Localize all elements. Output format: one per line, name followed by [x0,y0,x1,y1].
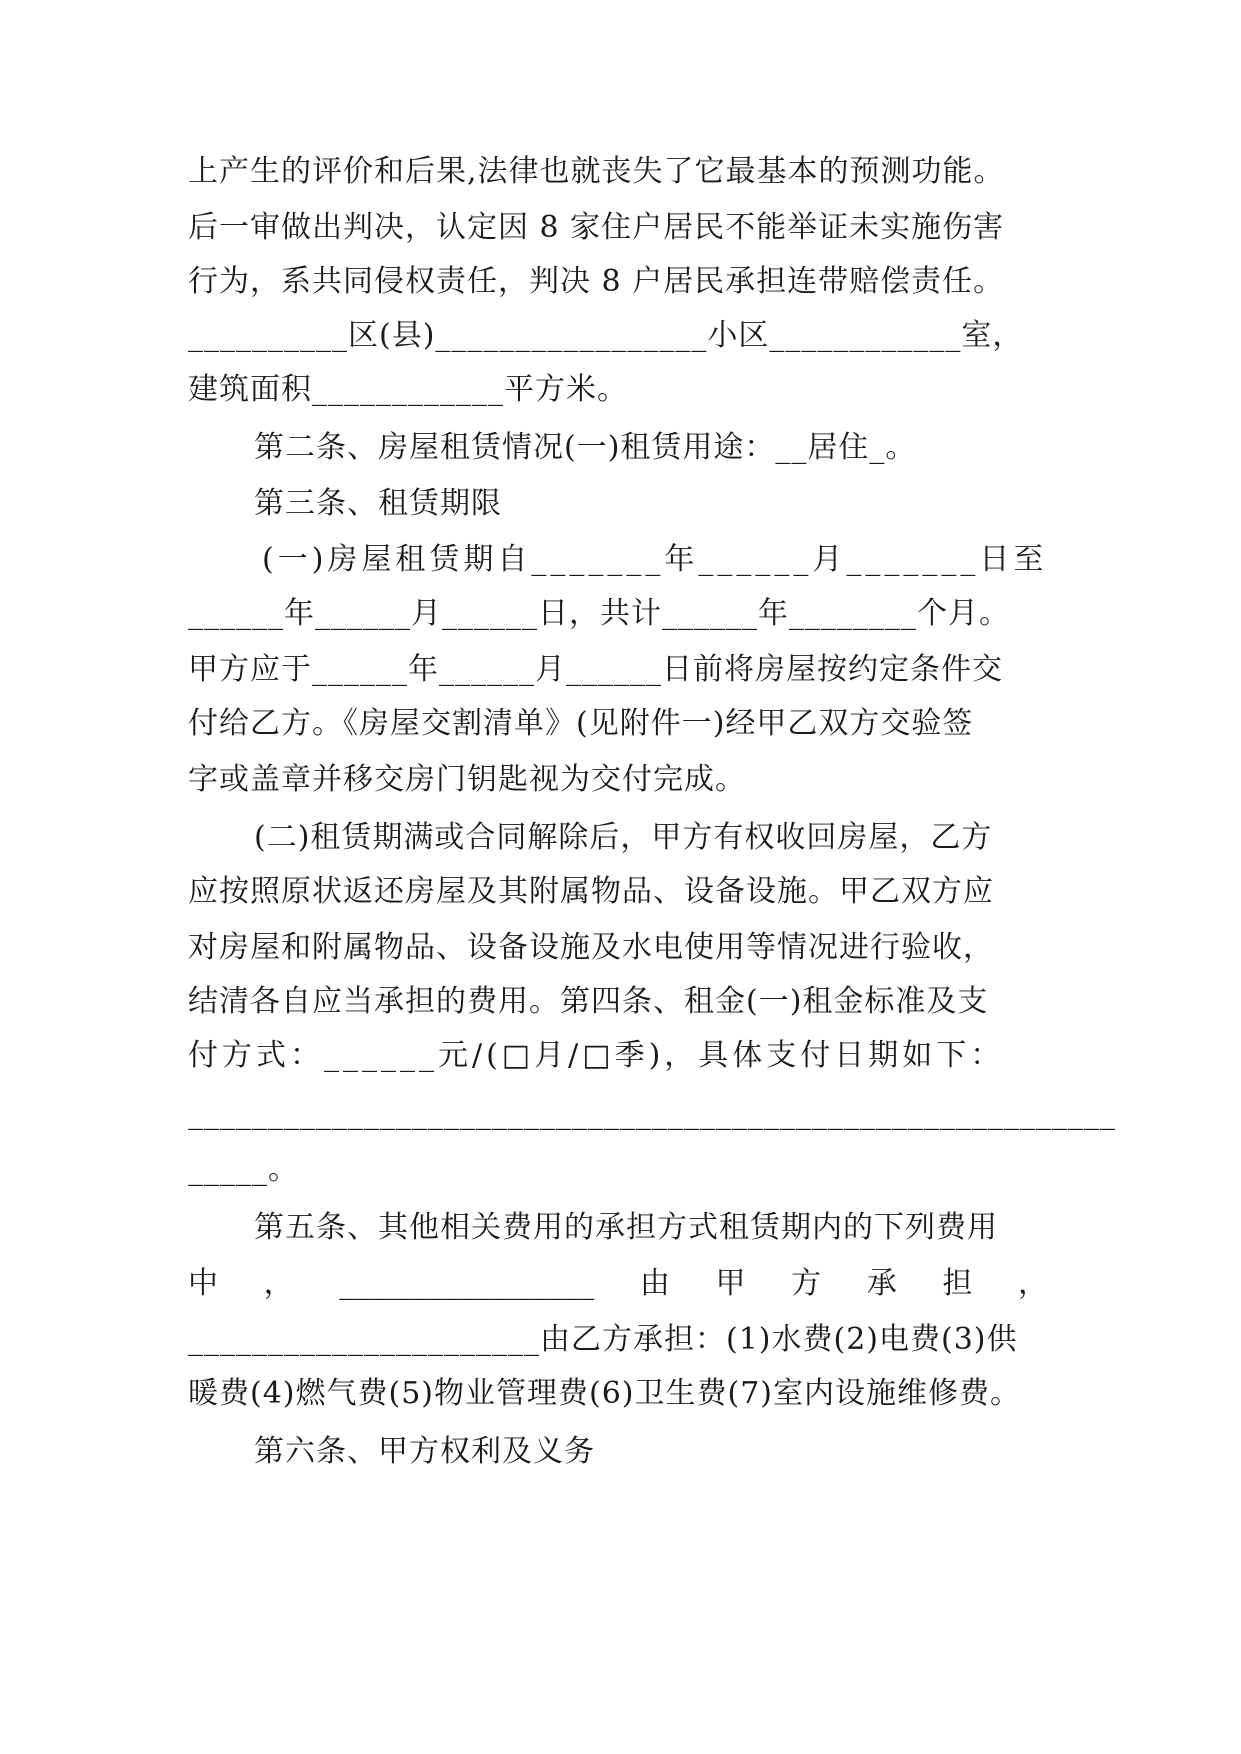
landlord-cost-line [188,1264,1048,1304]
paragraph-line: 暖费(4)燃气费(5)物业管理费(6)卫生费(7)室内设施维修费。 [188,1376,1021,1411]
spread-part: 担 [942,1266,973,1301]
paragraph-line: 上产生的评价和后果,法律也就丧失了它最基本的预测功能。 [188,154,1005,189]
spread-part: ， [1018,1266,1048,1301]
spread-part: 甲 [715,1266,746,1301]
paragraph-line: 付给乙方。《房屋交割清单》(见附件一)经甲乙双方交验签 [188,706,974,741]
paragraph-line: (二)租赁期满或合同解除后，甲方有权收回房屋，乙方 [254,820,993,855]
tenant-cost-line: ______________________由乙方承担：(1)水费(2)电费(3)供 [188,1322,1018,1357]
address-fill-line: __________区(县)_________________小区____________室， [188,318,1024,353]
blank-fill-line: __________________________________________________________ [188,1096,1116,1131]
paragraph-line: ______年______月______日，共计______年________个月。 [188,596,1010,631]
spread-part: 方 [791,1266,822,1301]
article-3-heading: 第三条、租赁期限 [254,486,502,521]
blank-fill-line-end: _____。 [188,1152,299,1187]
spread-part: ， [263,1266,294,1301]
paragraph-line: 字或盖章并移交房门钥匙视为交付完成。 [188,762,746,797]
payment-method-line: 付方式：______元/(□月/□季)，具体支付日期如下： [188,1038,1005,1073]
spread-part: 由 [639,1266,670,1301]
paragraph-line: 行为，系共同侵权责任，判决 8 户居民承担连带赔偿责任。 [188,264,1005,299]
paragraph-line: 对房屋和附属物品、设备设施及水电使用等情况进行验收， [188,930,994,965]
spread-part: _________________ [339,1266,595,1301]
article-5-heading: 第五条、其他相关费用的承担方式租赁期内的下列费用 [254,1210,998,1245]
article-2-heading: 第二条、房屋租赁情况(一)租赁用途：__居住_。 [254,430,917,465]
spread-part: 承 [866,1266,897,1301]
paragraph-line: 结清各自应当承担的费用。第四条、租金(一)租金标准及支 [188,984,989,1019]
paragraph-line: 甲方应于______年______月______日前将房屋按约定条件交 [188,652,1003,687]
area-fill-line: 建筑面积____________平方米。 [188,372,628,407]
lease-period-line: (一)房屋租赁期自_______年______月_______日至 [262,542,1048,577]
article-6-heading: 第六条、甲方权利及义务 [254,1434,595,1469]
paragraph-line: 应按照原状返还房屋及其附属物品、设备设施。甲乙双方应 [188,874,994,909]
spread-part: 中 [188,1266,218,1301]
paragraph-line: 后一审做出判决，认定因 8 家住户居民不能举证未实施伤害 [188,210,1005,245]
